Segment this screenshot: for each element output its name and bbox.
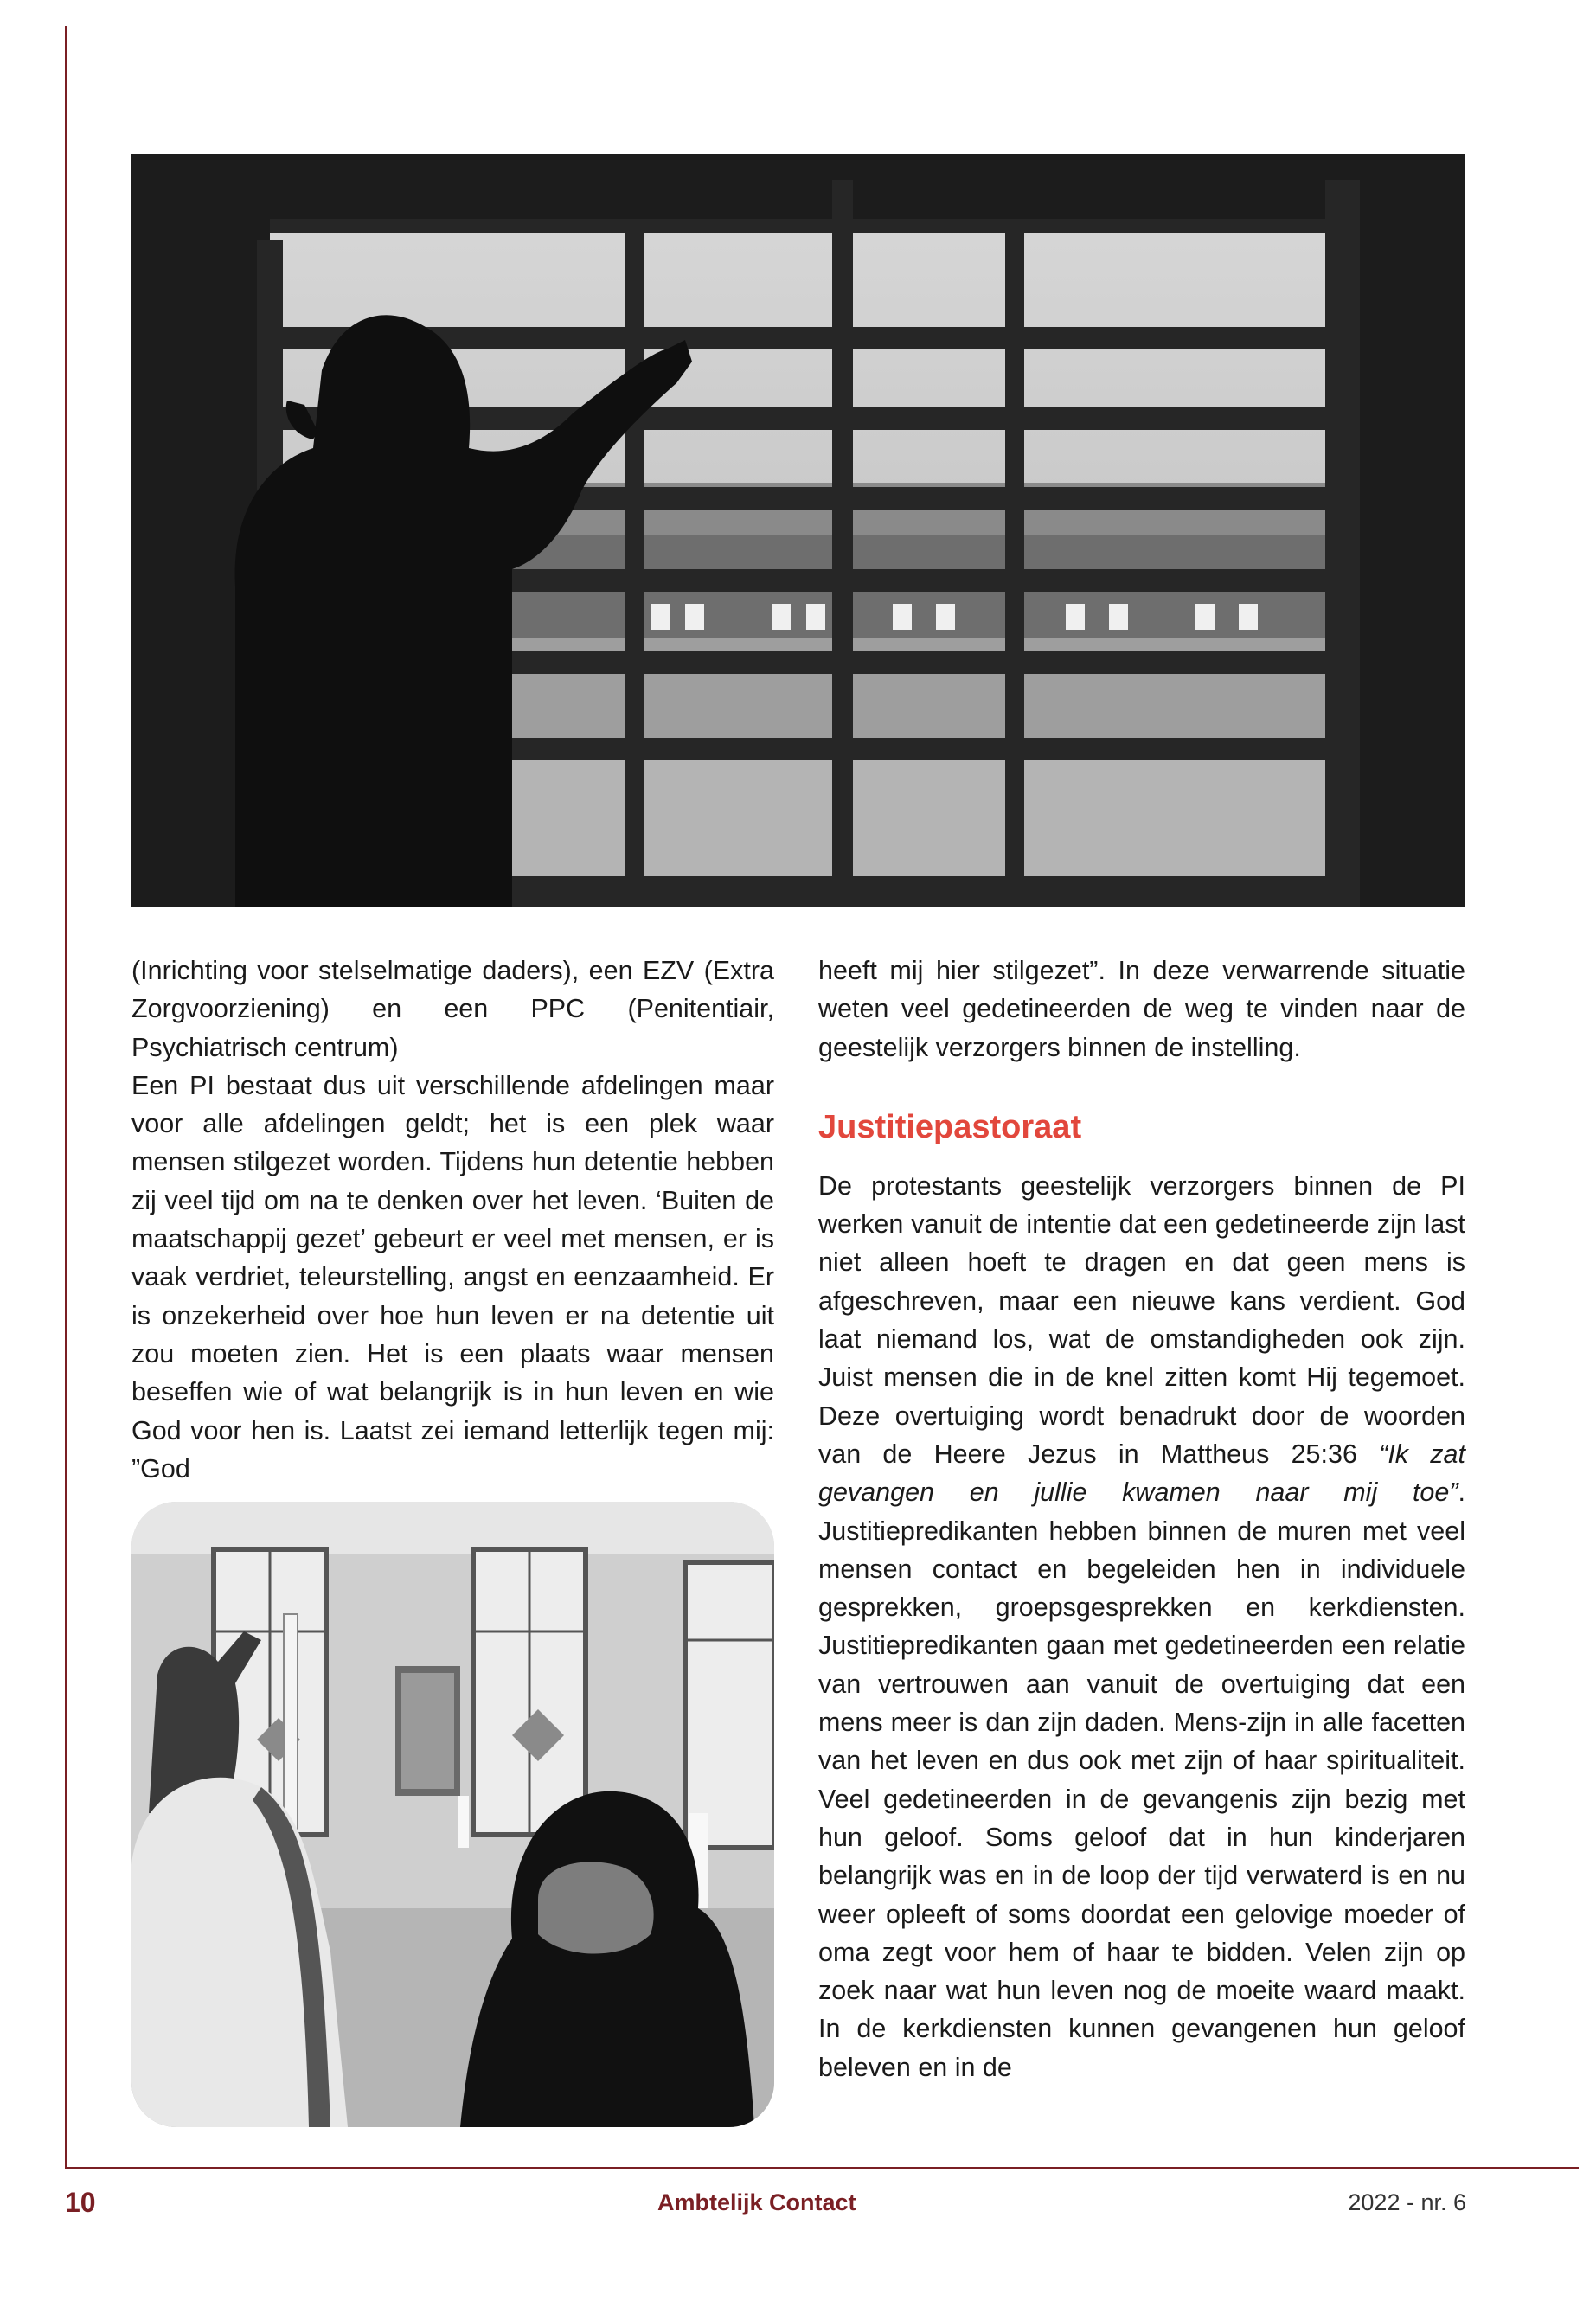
bible-quote: “Ik zat gevangen en jullie kwamen naar mij toe” (818, 1439, 1465, 1508)
left-margin-rule (65, 26, 67, 2167)
page-number: 10 (65, 2187, 96, 2218)
right-body-paragraph (818, 1167, 1465, 2086)
body-text: De protestants geestelijk verzorgers binnen de PI werken vanuit de intentie dat een gedetineerde zijn last niet alleen hoeft te dragen en dat geen mens is afgeschreven, maar een nieuwe kans verdient. God laat niemand los, wat de omstandigheden ook zijn. Juist mensen die in de knel zitten komt Hij tegemoet. Deze overtuiging wordt benadrukt door de woorden van de Heere Jezus in Mattheus 25:36 (818, 1170, 1465, 1469)
right-intro-paragraph: heeft mij hier stilgezet”. In deze verwarrende situatie weten veel gedetineerden de weg te vinden naar de geestelijk verzorgers binnen de instelling. (818, 956, 1465, 1062)
window-silhouette-image (131, 154, 1465, 907)
left-paragraph: (Inrichting voor stelselmatige daders), een EZV (Extra Zorgvoorziening) en een PPC (Penitentiair, Psychiatrisch centrum) (131, 956, 774, 1062)
magazine-title: Ambtelijk Contact (657, 2189, 856, 2215)
issue-label: 2022 - nr. 6 (1348, 2189, 1466, 2215)
section-heading: Justitiepastoraat (818, 1108, 1082, 1145)
right-column (818, 952, 1465, 2086)
left-column (131, 952, 774, 1488)
left-paragraph: Een PI bestaat dus uit verschillende afdelingen maar voor alle afdelingen geldt; het is een plek waar mensen stilgezet worden. Tijdens hun detentie hebben zij veel tijd om na te denken over het leven. ‘Buiten de maatschappij gezet’ gebeurt er veel met mensen, er is vaak verdriet, teleurstelling, angst en eenzaamheid. Er is onzekerheid over hoe hun leven er na detentie uit zou moeten zien. Het is een plaats waar mensen beseffen wie of wat belangrijk is in hun leven en wie God voor hen is. Laatst zei iemand letterlijk tegen mij: ”God (131, 1070, 774, 1484)
bottom-photo (131, 1502, 774, 2127)
top-photo (131, 154, 1465, 907)
body-text-continued: . Justitiepredikanten hebben binnen de muren met veel mensen contact en begeleiden hen in individuele gesprekken, groepsgesprekken en kerkdiensten. Justitiepredikanten gaan met gedetineerden een relatie van vertrouwen aan vanuit de overtuiging dat een mens meer is dan zijn daden. Mens-zijn in alle facetten van het leven en dus ook met zijn of haar spiritualiteit. Veel gedetineerden in de gevangenis zijn bezig met hun geloof. Soms geloof dat in hun kinderjaren belangrijk was en in de loop der tijd verwaterd is en nu weer opleeft of soms doordat een gelovige moeder of oma zegt voor hem of haar te bidden. Velen zijn op zoek naar wat hun leven nog de moeite waard maakt. In de kerkdiensten kunnen gevangenen hun geloof beleven en in de (818, 1477, 1465, 2082)
chapel-service-image (131, 1502, 774, 2127)
footer-rule (65, 2167, 1579, 2169)
